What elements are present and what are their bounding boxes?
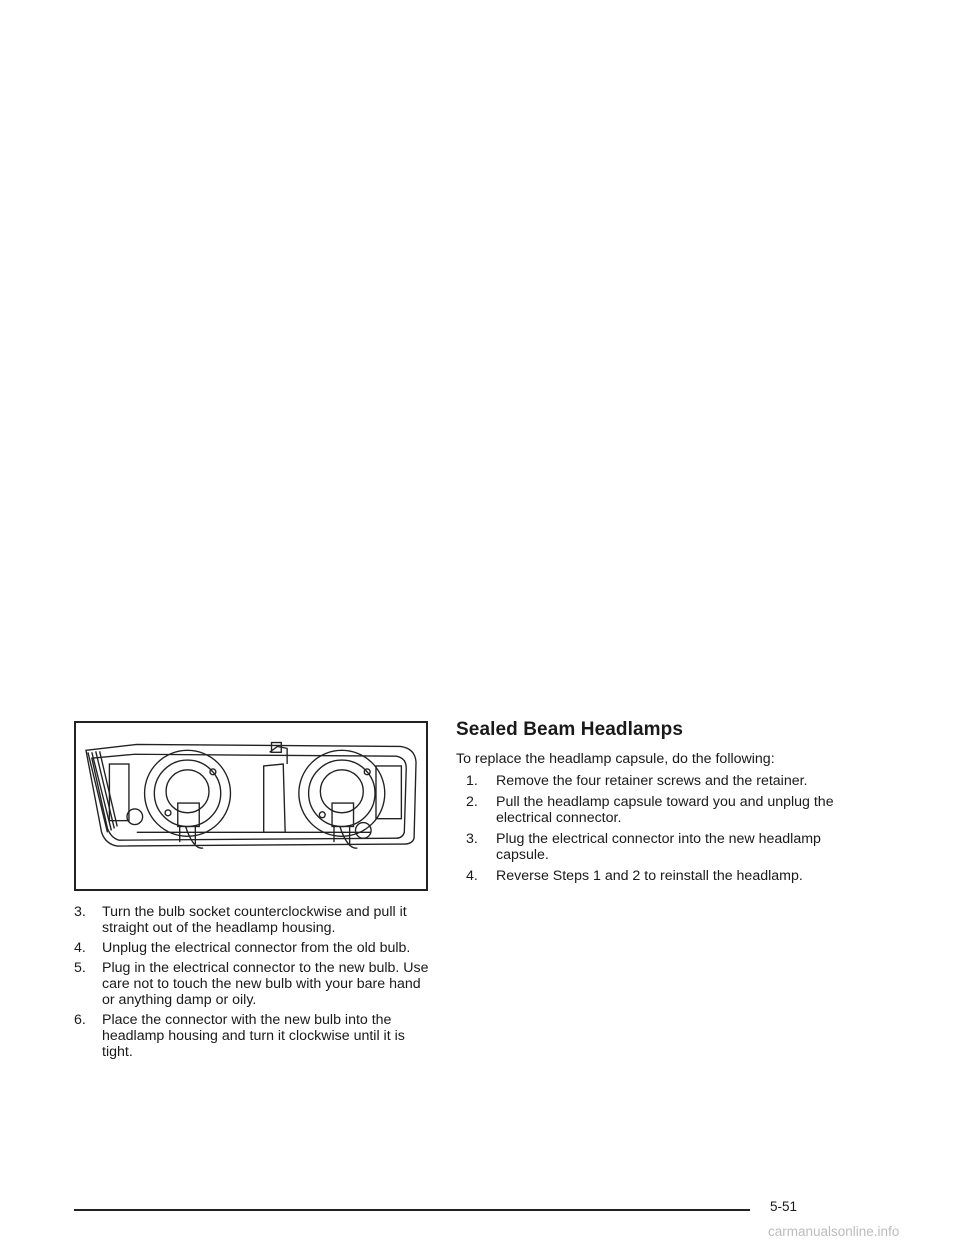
list-item	[74, 904, 434, 936]
list-item	[74, 1012, 434, 1060]
step-number: 4.	[466, 868, 478, 884]
footer-divider	[74, 1209, 750, 1211]
watermark-text: carmanualsonline.info	[768, 1224, 900, 1239]
step-number: 1.	[466, 773, 478, 789]
list-item	[74, 960, 434, 1008]
headlamp-drawing	[76, 723, 426, 889]
step-text: Plug in the electrical connector to the new bulb. Use care not to touch the new bulb with your bare hand or anything damp or oily.	[102, 960, 429, 1008]
step-number: 3.	[466, 831, 478, 847]
section-intro: To replace the headlamp capsule, do the following:	[456, 751, 775, 767]
step-text: Reverse Steps 1 and 2 to reinstall the headlamp.	[496, 868, 803, 884]
sealed-beam-section	[456, 719, 866, 889]
step-text: Remove the four retainer screws and the retainer.	[496, 773, 808, 789]
left-column-steps	[74, 904, 434, 1064]
list-item	[466, 794, 866, 826]
step-number: 2.	[466, 794, 478, 810]
section-heading: Sealed Beam Headlamps	[456, 719, 684, 740]
headlamp-illustration	[74, 721, 428, 891]
step-text: Turn the bulb socket counterclockwise and pull it straight out of the headlamp housing.	[102, 904, 407, 936]
list-item	[466, 831, 866, 863]
step-text: Plug the electrical connector into the new headlamp capsule.	[496, 831, 821, 863]
step-text: Unplug the electrical connector from the old bulb.	[102, 940, 411, 956]
step-text: Place the connector with the new bulb into the headlamp housing and turn it clockwise until it is tight.	[102, 1012, 405, 1060]
list-item	[74, 940, 434, 956]
list-item	[466, 773, 866, 789]
page-number: 5-51	[770, 1199, 798, 1214]
step-number: 4.	[74, 940, 86, 956]
list-item	[466, 868, 866, 884]
step-text: Pull the headlamp capsule toward you and unplug the electrical connector.	[496, 794, 834, 826]
step-number: 6.	[74, 1012, 86, 1028]
step-number: 5.	[74, 960, 86, 976]
step-number: 3.	[74, 904, 86, 920]
